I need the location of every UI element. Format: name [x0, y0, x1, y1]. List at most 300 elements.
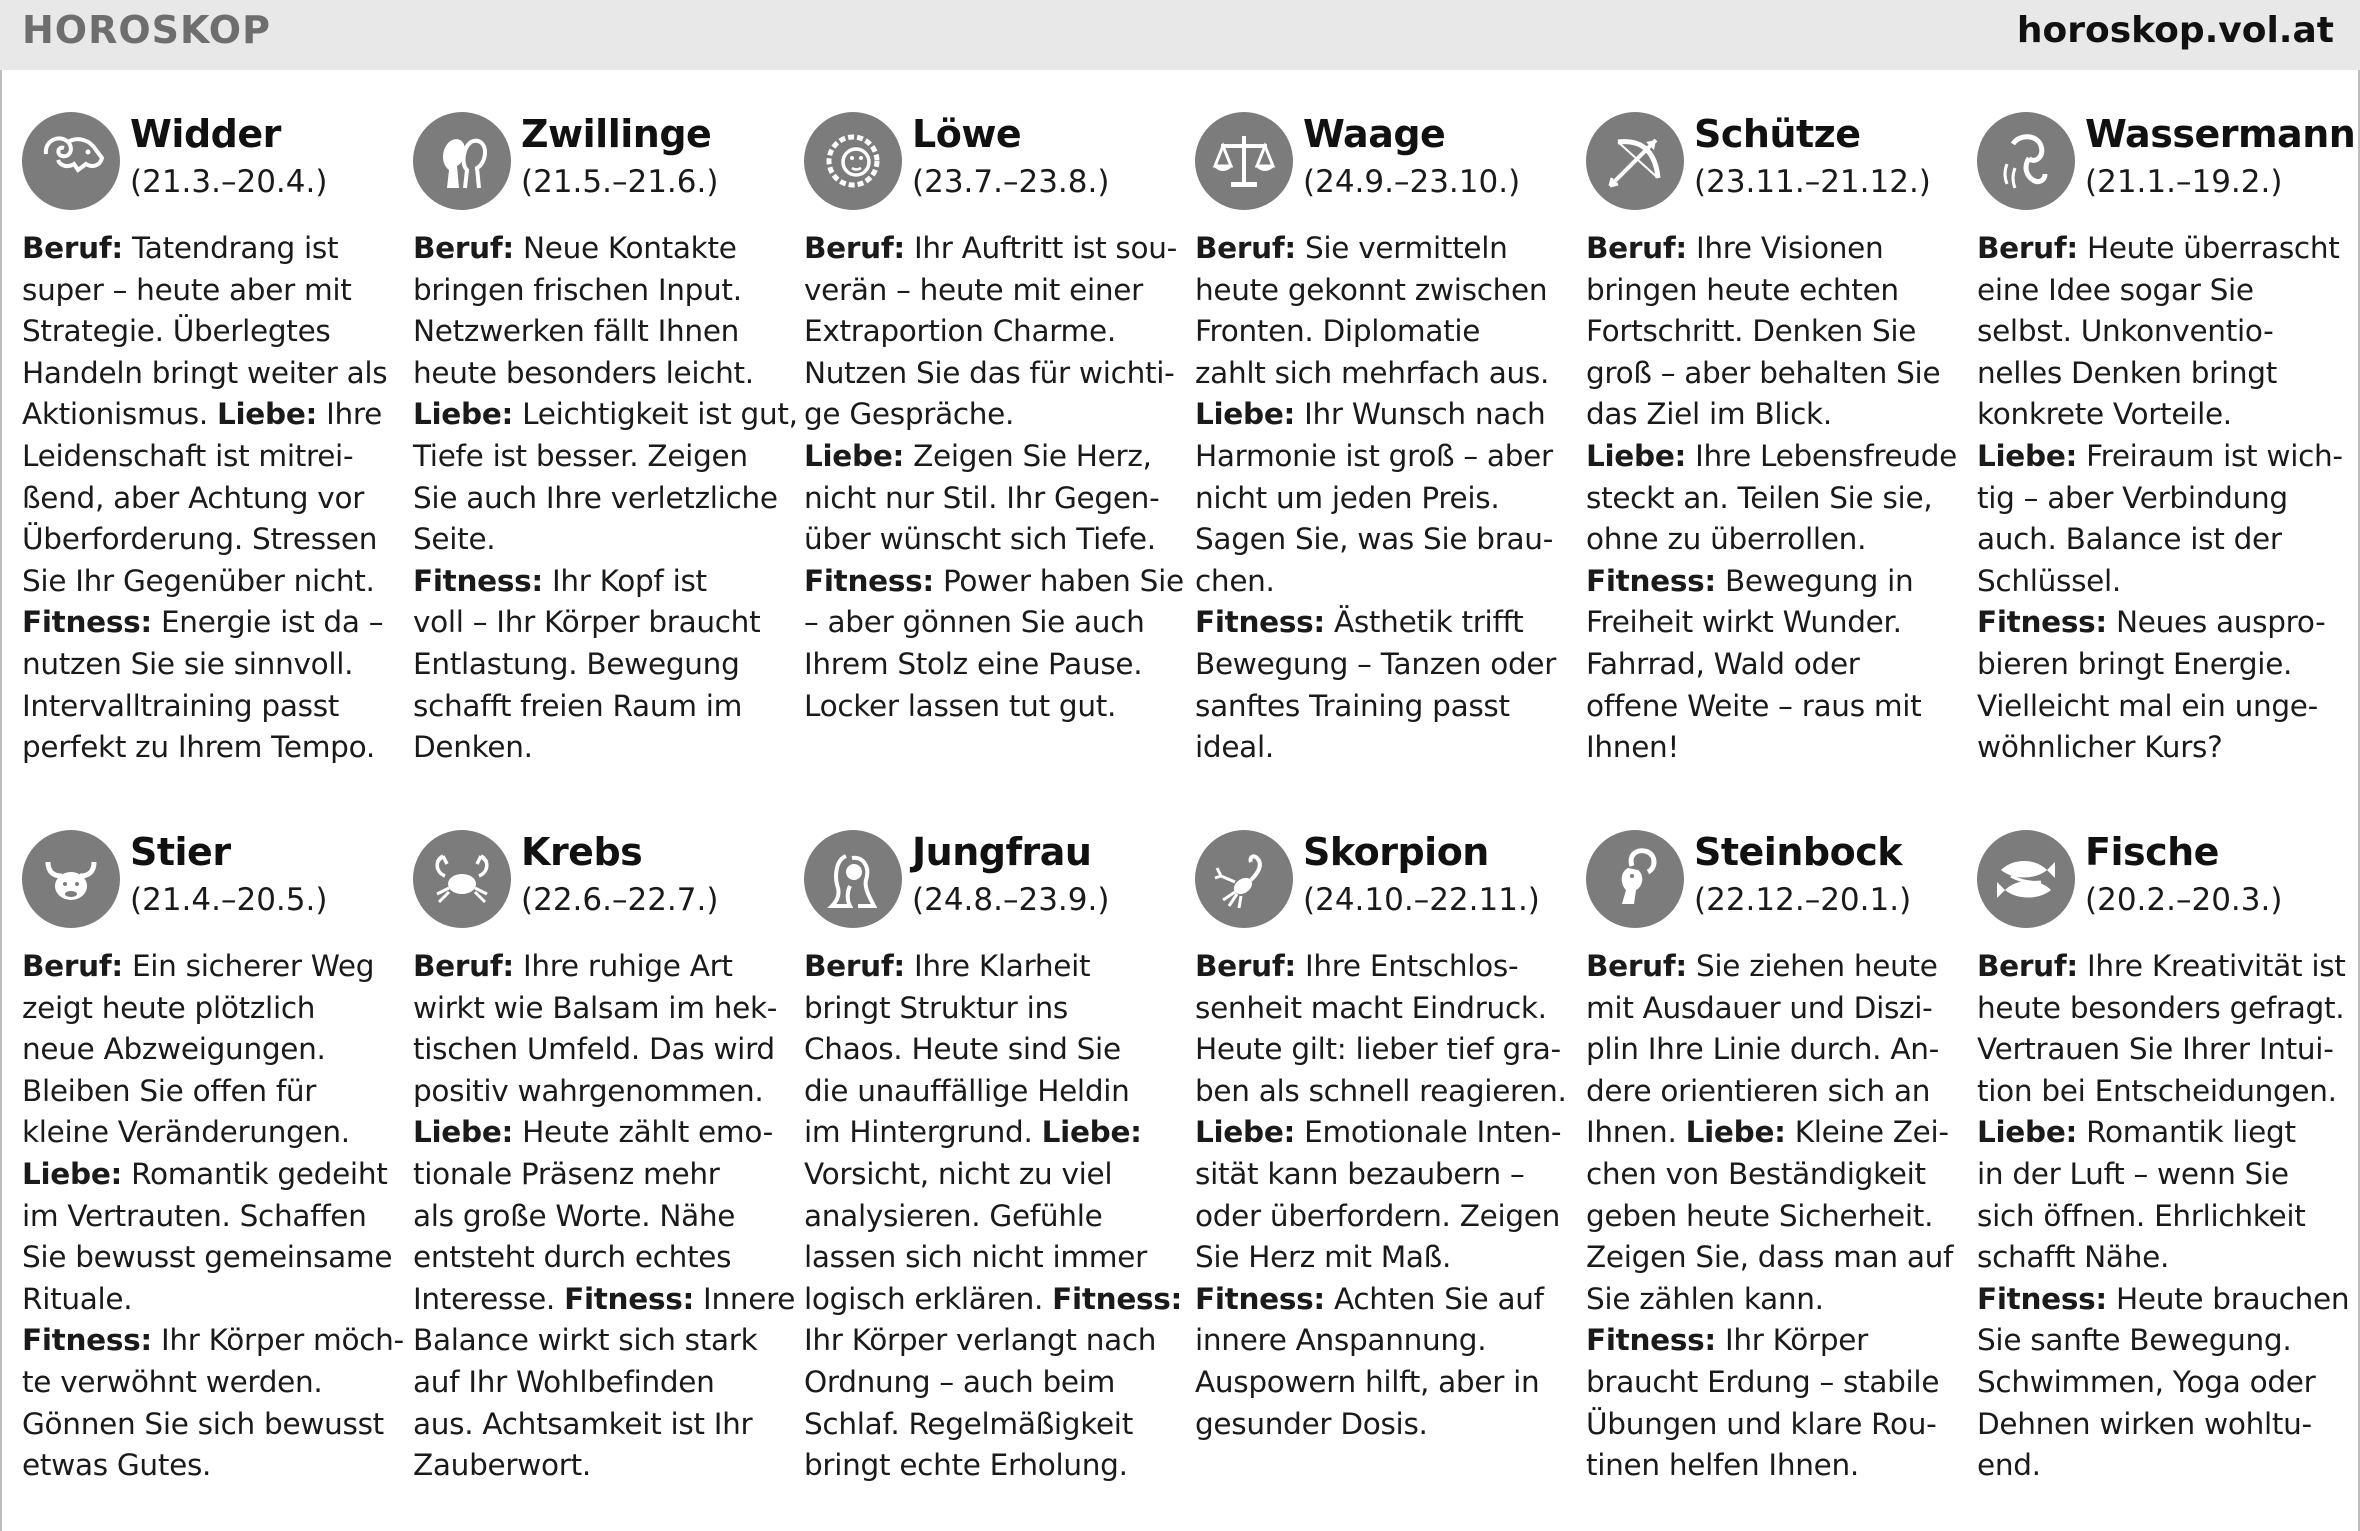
text-segment: Zeigen Sie Herz, — [904, 438, 1152, 473]
site-url[interactable]: horoskop.vol.at — [2016, 10, 2334, 51]
text-segment: Sie Herz mit Maß. — [1195, 1240, 1452, 1275]
text-line — [22, 1071, 392, 1113]
text-segment: wirkt wie Balsam im hek- — [413, 990, 778, 1025]
text-line — [804, 1404, 1174, 1446]
sign-name: Zwillinge — [521, 112, 712, 156]
text-line — [413, 1279, 796, 1321]
text-segment: Ihr Wunsch nach — [1295, 397, 1546, 432]
text-line — [804, 353, 1174, 395]
sign-text — [804, 228, 1184, 727]
text-segment: perfekt zu Ihrem Tempo. — [22, 730, 375, 765]
text-segment: Fahrrad, Wald oder — [1586, 646, 1860, 681]
category-label: Liebe: — [1685, 1115, 1786, 1150]
category-label: Fitness: — [564, 1281, 694, 1316]
text-segment: Gönnen Sie sich bewusst — [22, 1406, 384, 1441]
category-label: Liebe: — [1977, 438, 2078, 473]
text-line — [22, 436, 392, 478]
sign-dates: (24.9.–23.10.) — [1303, 164, 1521, 200]
text-segment: Ihr Körper möch- — [151, 1323, 404, 1358]
category-label: Liebe: — [22, 1156, 123, 1191]
text-segment: lassen sich nicht immer — [804, 1240, 1147, 1275]
water-bearer-icon — [1977, 112, 2075, 210]
text-segment: bringen heute echten — [1586, 272, 1899, 307]
text-segment: voll – Ihr Körper braucht — [413, 605, 761, 640]
text-line — [1586, 1362, 1956, 1404]
text-line — [1586, 988, 1956, 1030]
text-line — [1195, 1362, 1565, 1404]
text-segment: Seite. — [413, 522, 496, 557]
text-line — [1195, 1279, 1565, 1321]
text-line — [1195, 946, 1565, 988]
text-line — [804, 1112, 1174, 1154]
text-line — [1586, 727, 1956, 769]
text-segment: senheit macht Eindruck. — [1195, 990, 1547, 1025]
text-segment: dere orientieren sich an — [1586, 1073, 1931, 1108]
category-label: Beruf: — [1586, 949, 1687, 983]
text-line — [1586, 478, 1956, 520]
text-line — [22, 228, 392, 270]
text-line — [804, 519, 1174, 561]
text-line — [22, 353, 392, 395]
text-segment: schafft Nähe. — [1977, 1240, 2170, 1275]
text-segment: Kleine Zei- — [1785, 1115, 1949, 1150]
text-line — [22, 1362, 392, 1404]
text-line — [804, 1279, 1183, 1321]
text-line — [1977, 311, 2347, 353]
text-segment: Sagen Sie, was Sie brau- — [1195, 522, 1554, 557]
lion-icon — [804, 112, 902, 210]
text-line — [1977, 270, 2347, 312]
text-line — [22, 561, 392, 603]
text-line — [1586, 561, 1956, 603]
text-segment: zahlt sich mehrfach aus. — [1195, 355, 1550, 390]
sign-header — [1977, 828, 2347, 938]
sign-header — [1977, 110, 2356, 220]
text-segment: selbst. Unkonventio- — [1977, 314, 2274, 349]
sign-card-loewe — [804, 110, 1184, 770]
text-line — [1586, 1445, 1956, 1487]
text-segment: Innere — [693, 1281, 796, 1316]
sign-text — [1195, 946, 1565, 1445]
text-line — [1195, 1404, 1565, 1446]
text-line — [22, 727, 392, 769]
text-line — [1586, 1071, 1956, 1113]
category-label: Beruf: — [22, 231, 123, 265]
text-line — [1586, 270, 1956, 312]
category-label: Fitness: — [1195, 605, 1325, 640]
category-label: Liebe: — [1195, 397, 1296, 432]
category-label: Beruf: — [1977, 231, 2078, 265]
text-segment: Sie Ihr Gegenüber nicht. — [22, 563, 375, 598]
text-line — [1586, 311, 1956, 353]
sign-name: Schütze — [1694, 112, 1861, 156]
text-line — [413, 644, 783, 686]
sign-text — [1586, 228, 1956, 769]
sign-dates: (23.7.–23.8.) — [912, 164, 1110, 200]
text-segment: Intervalltraining passt — [22, 688, 340, 723]
text-segment: Dehnen wirken wohltu- — [1977, 1406, 2312, 1441]
text-segment: tionale Präsenz mehr — [413, 1156, 720, 1191]
text-segment: Balance wirkt sich stark — [413, 1323, 758, 1358]
text-segment: Schwimmen, Yoga oder — [1977, 1364, 2316, 1399]
text-segment: über wünscht sich Tiefe. — [804, 522, 1156, 557]
text-segment: ge Gespräche. — [804, 397, 1015, 432]
sign-card-zwillinge — [413, 110, 798, 770]
text-segment: sanftes Training passt — [1195, 688, 1510, 723]
text-line — [413, 270, 783, 312]
text-line — [804, 686, 1174, 728]
text-segment: wöhnlicher Kurs? — [1977, 730, 2223, 765]
sign-dates: (23.11.–21.12.) — [1694, 164, 1931, 200]
text-line — [413, 1320, 783, 1362]
text-line — [1977, 946, 2347, 988]
text-line — [1977, 478, 2347, 520]
text-segment: Energie ist da – — [151, 605, 384, 640]
text-line — [1586, 394, 1956, 436]
text-segment: Sie auch Ihre verletzliche — [413, 480, 778, 515]
text-line — [413, 1196, 783, 1238]
text-segment: plin Ihre Linie durch. An- — [1586, 1032, 1939, 1067]
text-line — [1977, 1404, 2347, 1446]
text-line — [22, 686, 392, 728]
text-line — [22, 644, 392, 686]
text-line — [1195, 270, 1565, 312]
scorpion-icon — [1195, 830, 1293, 928]
text-line — [1195, 727, 1565, 769]
text-segment: kleine Veränderungen. — [22, 1115, 350, 1150]
text-line — [1586, 519, 1956, 561]
text-line — [804, 988, 1174, 1030]
sign-header — [1586, 110, 1956, 220]
text-segment: Aktionismus. — [22, 397, 217, 432]
category-label: Fitness: — [1977, 1281, 2107, 1316]
text-line — [1586, 1320, 1956, 1362]
text-line — [1586, 1154, 1956, 1196]
text-segment: Romantik gedeiht — [122, 1156, 388, 1191]
text-line — [22, 602, 392, 644]
text-segment: auf Ihr Wohlbefinden — [413, 1364, 715, 1399]
text-line — [1195, 1071, 1565, 1113]
text-segment: positiv wahrgenommen. — [413, 1073, 764, 1108]
sign-card-skorpion — [1195, 828, 1565, 1488]
sign-name: Krebs — [521, 830, 643, 874]
text-segment: tinen helfen Ihnen. — [1586, 1448, 1859, 1483]
text-segment: Netzwerken fällt Ihnen — [413, 314, 740, 349]
text-line — [804, 1029, 1174, 1071]
text-line — [1977, 436, 2347, 478]
category-label: Fitness: — [1586, 563, 1716, 598]
text-segment: Vielleicht mal ein unge- — [1977, 688, 2318, 723]
text-line — [22, 946, 392, 988]
text-line — [22, 519, 392, 561]
text-line — [1977, 561, 2347, 603]
text-line — [1195, 602, 1565, 644]
category-label: Beruf: — [22, 949, 123, 983]
text-segment: Fortschritt. Denken Sie — [1586, 314, 1917, 349]
text-segment: end. — [1977, 1448, 2041, 1483]
text-line — [804, 946, 1174, 988]
text-segment: im Hintergrund. — [804, 1115, 1042, 1150]
sign-name: Stier — [130, 830, 231, 874]
text-line — [1586, 1404, 1956, 1446]
sign-dates: (21.3.–20.4.) — [130, 164, 328, 200]
text-segment: Bleiben Sie offen für — [22, 1073, 317, 1108]
text-line — [413, 519, 783, 561]
text-segment: Sie bewusst gemeinsame — [22, 1240, 393, 1275]
text-line — [804, 561, 1184, 603]
category-label: Fitness: — [1052, 1281, 1183, 1316]
text-segment: das Ziel im Blick. — [1586, 397, 1832, 432]
twins-icon — [413, 112, 511, 210]
text-segment: bringt echte Erholung. — [804, 1448, 1128, 1483]
text-line — [804, 1445, 1174, 1487]
text-line — [804, 1196, 1174, 1238]
text-segment: Ihre Entschlos- — [1295, 949, 1519, 983]
text-segment: groß – aber behalten Sie — [1586, 355, 1941, 390]
text-segment: Heute brauchen — [2106, 1281, 2350, 1316]
text-segment: Chaos. Heute sind Sie — [804, 1032, 1121, 1067]
sign-name: Fische — [2085, 830, 2219, 874]
sign-card-waage — [1195, 110, 1565, 770]
text-segment: Entlastung. Bewegung — [413, 646, 740, 681]
text-line — [413, 394, 798, 436]
frame-left-border — [0, 70, 2, 1531]
text-line — [1195, 478, 1565, 520]
text-segment: Rituale. — [22, 1281, 133, 1316]
text-segment: Freiheit wirkt Wunder. — [1586, 605, 1902, 640]
text-segment: Sie ziehen heute — [1686, 949, 1938, 983]
text-segment: Sie vermitteln — [1295, 231, 1508, 265]
category-label: Fitness: — [22, 1323, 152, 1358]
text-line — [1195, 436, 1565, 478]
text-line — [804, 602, 1174, 644]
text-line — [413, 988, 783, 1030]
category-label: Beruf: — [1977, 949, 2078, 983]
sign-card-wassermann — [1977, 110, 2356, 770]
sign-card-steinbock — [1586, 828, 1956, 1488]
sign-header — [413, 110, 783, 220]
text-segment: nicht um jeden Preis. — [1195, 480, 1500, 515]
sign-dates: (22.6.–22.7.) — [521, 882, 719, 918]
text-segment: im Vertrauten. Schaffen — [22, 1198, 367, 1233]
text-segment: Neues auspro- — [2106, 605, 2326, 640]
sign-header — [22, 110, 392, 220]
text-line — [413, 228, 783, 270]
category-label: Beruf: — [804, 231, 905, 265]
text-segment: Achten Sie auf — [1324, 1281, 1544, 1316]
text-segment: logisch erklären. — [804, 1281, 1053, 1316]
text-segment: Ihr Kopf ist — [542, 563, 707, 598]
text-segment: te verwöhnt werden. — [22, 1364, 323, 1399]
category-label: Liebe: — [217, 397, 318, 432]
sign-card-schuetze — [1586, 110, 1956, 770]
text-segment: heute gekonnt zwischen — [1195, 272, 1548, 307]
text-segment: heute besonders gefragt. — [1977, 990, 2345, 1025]
text-segment: Ästhetik trifft — [1324, 605, 1524, 640]
sign-text — [413, 946, 796, 1487]
text-line — [1195, 1029, 1565, 1071]
text-segment: Neue Kontakte — [513, 231, 737, 265]
text-line — [22, 988, 392, 1030]
text-segment: Überforderung. Stressen — [22, 522, 378, 557]
text-segment: Handeln bringt weiter als — [22, 355, 388, 390]
text-line — [22, 394, 392, 436]
text-segment: Romantik liegt — [2077, 1115, 2296, 1150]
text-segment: Tiefe ist besser. Zeigen — [413, 438, 748, 473]
text-line — [804, 436, 1174, 478]
text-segment: Sie sanfte Bewegung. — [1977, 1323, 2292, 1358]
text-segment: Ihre Visionen — [1686, 231, 1884, 265]
bull-icon — [22, 830, 120, 928]
text-line — [1586, 1279, 1956, 1321]
sign-text — [1195, 228, 1565, 769]
text-line — [413, 436, 783, 478]
text-segment: bieren bringt Energie. — [1977, 646, 2293, 681]
text-line — [413, 1445, 783, 1487]
sign-text — [1977, 946, 2350, 1487]
page-header — [0, 0, 2360, 70]
ram-icon — [22, 112, 120, 210]
text-segment: Ihre — [317, 397, 382, 432]
virgin-icon — [804, 830, 902, 928]
text-line — [413, 1029, 783, 1071]
text-line — [1586, 686, 1956, 728]
text-segment: neue Abzweigungen. — [22, 1032, 326, 1067]
sign-header — [22, 828, 392, 938]
sign-text — [804, 946, 1183, 1487]
text-segment: geben heute Sicherheit. — [1586, 1198, 1934, 1233]
section-title: HOROSKOP — [22, 8, 271, 52]
text-segment: Ihnen! — [1586, 730, 1679, 765]
sign-dates: (24.8.–23.9.) — [912, 882, 1110, 918]
text-line — [1195, 644, 1565, 686]
text-line — [1977, 1071, 2347, 1113]
text-segment: Leichtigkeit ist gut, — [513, 397, 798, 432]
text-segment: Ihre ruhige Art — [513, 949, 733, 983]
text-line — [22, 1237, 392, 1279]
text-segment: bringt Struktur ins — [804, 990, 1068, 1025]
text-line — [1977, 686, 2347, 728]
text-line — [1586, 1029, 1956, 1071]
text-line — [804, 478, 1174, 520]
text-line — [1195, 1237, 1565, 1279]
text-segment: Bewegung in — [1715, 563, 1914, 598]
text-line — [1195, 561, 1565, 603]
text-segment: gesunder Dosis. — [1195, 1406, 1428, 1441]
text-line — [413, 353, 783, 395]
text-segment: innere Anspannung. — [1195, 1323, 1487, 1358]
text-segment: Heute zählt emo- — [513, 1115, 773, 1150]
text-line — [413, 1404, 783, 1446]
sign-card-widder — [22, 110, 392, 770]
text-segment: – aber gönnen Sie auch — [804, 605, 1145, 640]
text-line — [1195, 1196, 1565, 1238]
text-segment: Bewegung – Tanzen oder — [1195, 646, 1557, 681]
sign-header — [804, 828, 1174, 938]
text-line — [1977, 1029, 2347, 1071]
text-line — [1977, 1362, 2347, 1404]
text-segment: oder überfordern. Zeigen — [1195, 1198, 1561, 1233]
category-label: Beruf: — [413, 231, 514, 265]
text-line — [1586, 353, 1956, 395]
text-segment: Ihrem Stolz eine Pause. — [804, 646, 1143, 681]
text-line — [413, 561, 783, 603]
text-line — [804, 1362, 1174, 1404]
text-segment: Emotionale Inten- — [1295, 1115, 1562, 1150]
sign-text — [22, 228, 392, 769]
text-line — [22, 1029, 392, 1071]
text-segment: Vertrauen Sie Ihrer Intui- — [1977, 1032, 2334, 1067]
text-segment: Strategie. Überlegtes — [22, 314, 331, 349]
text-segment: Auspowern hilft, aber in — [1195, 1364, 1540, 1399]
sign-header — [413, 828, 783, 938]
text-segment: als große Worte. Nähe — [413, 1198, 736, 1233]
sign-dates: (24.10.–22.11.) — [1303, 882, 1540, 918]
category-label: Fitness: — [1586, 1323, 1716, 1358]
category-label: Liebe: — [804, 438, 905, 473]
sign-dates: (20.2.–20.3.) — [2085, 882, 2283, 918]
category-label: Beruf: — [1586, 231, 1687, 265]
sign-card-jungfrau — [804, 828, 1183, 1488]
text-line — [804, 228, 1177, 270]
scales-icon — [1195, 112, 1293, 210]
text-segment: mit Ausdauer und Diszi- — [1586, 990, 1933, 1025]
text-segment: nicht nur Stil. Ihr Gegen- — [804, 480, 1160, 515]
text-segment: Ihr Auftritt ist sou- — [904, 231, 1177, 265]
text-segment: aus. Achtsamkeit ist Ihr — [413, 1406, 753, 1441]
text-segment: eine Idee sogar Sie — [1977, 272, 2254, 307]
text-segment: super – heute aber mit — [22, 272, 352, 307]
sign-header — [1586, 828, 1956, 938]
text-segment: verän – heute mit einer — [804, 272, 1143, 307]
text-segment: Übungen und klare Rou- — [1586, 1406, 1937, 1441]
category-label: Beruf: — [1195, 949, 1296, 983]
sign-name: Wassermann — [2085, 112, 2356, 156]
text-line — [804, 311, 1174, 353]
category-label: Beruf: — [804, 949, 905, 983]
sign-header — [804, 110, 1174, 220]
text-line — [1195, 394, 1565, 436]
text-segment: Sie zählen kann. — [1586, 1281, 1824, 1316]
text-line — [1977, 727, 2347, 769]
text-line — [1195, 353, 1565, 395]
text-segment: Harmonie ist groß – aber — [1195, 438, 1553, 473]
text-line — [1195, 1320, 1565, 1362]
text-segment: braucht Erdung – stabile — [1586, 1364, 1940, 1399]
text-line — [1977, 1445, 2347, 1487]
text-segment: Power haben Sie — [933, 563, 1184, 598]
text-segment: analysieren. Gefühle — [804, 1198, 1103, 1233]
text-line — [413, 946, 783, 988]
category-label: Fitness: — [413, 563, 543, 598]
category-label: Fitness: — [804, 563, 934, 598]
text-line — [1977, 1112, 2347, 1154]
text-line — [22, 1320, 404, 1362]
text-line — [1586, 1112, 1956, 1154]
text-line — [22, 311, 392, 353]
text-segment: Ihr Körper — [1715, 1323, 1868, 1358]
text-line — [22, 1196, 392, 1238]
sign-dates: (22.12.–20.1.) — [1694, 882, 1912, 918]
text-line — [1977, 1237, 2347, 1279]
text-segment: schafft freien Raum im — [413, 688, 743, 723]
category-label: Fitness: — [1977, 605, 2107, 640]
text-segment: tischen Umfeld. Das wird — [413, 1032, 775, 1067]
text-segment: ideal. — [1195, 730, 1274, 765]
category-label: Beruf: — [413, 949, 514, 983]
text-line — [1977, 394, 2347, 436]
text-segment: Ein sicherer Weg — [122, 949, 375, 983]
